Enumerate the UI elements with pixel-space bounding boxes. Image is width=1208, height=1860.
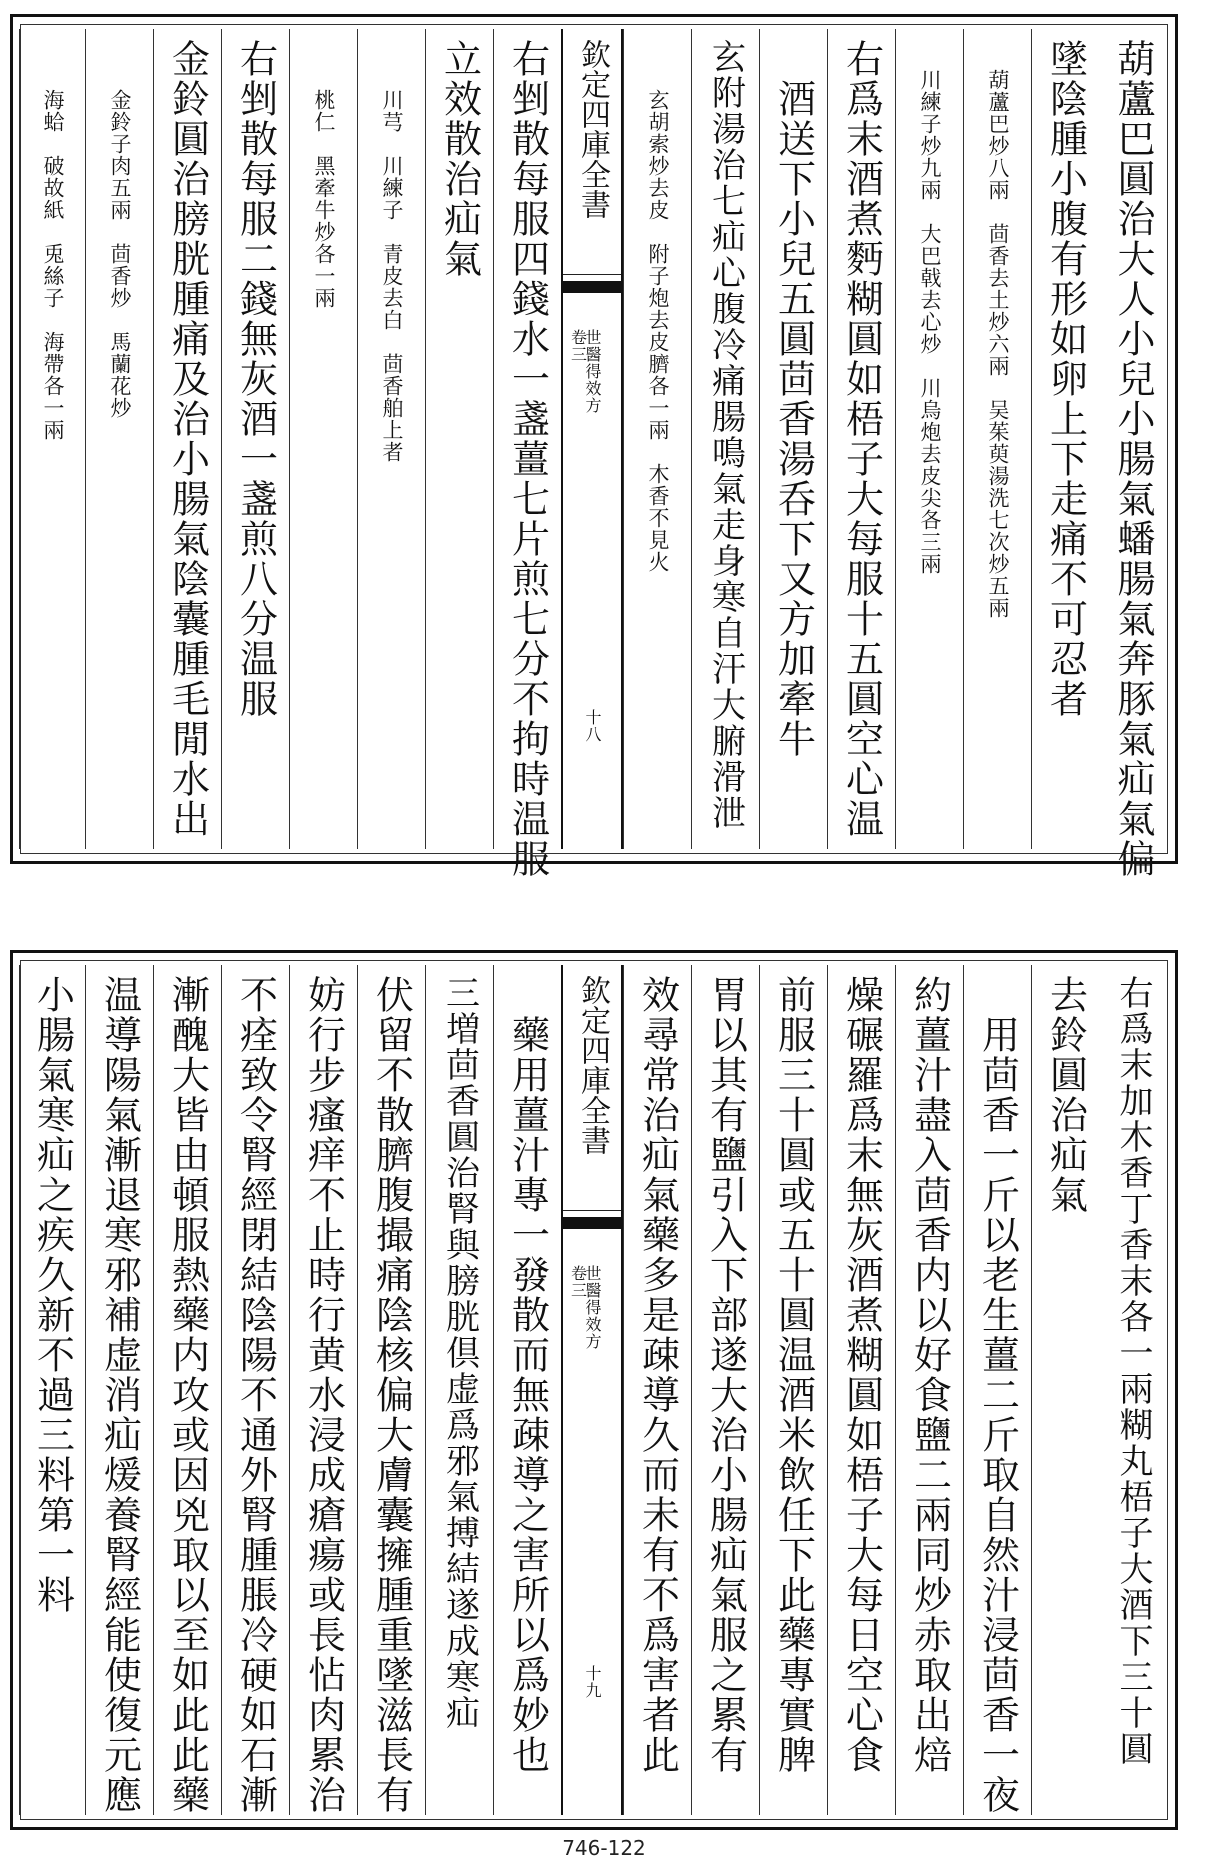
text-column bbox=[221, 965, 289, 1815]
text-column bbox=[963, 965, 1031, 1815]
column-text: 前服三十圓或五十圓温酒米飲任下此藥專實脾 bbox=[771, 975, 816, 1775]
column-text: 玄胡索炒去皮 附子炮去皮臍各一兩 木香不見火 bbox=[646, 89, 670, 573]
text-column bbox=[691, 29, 759, 849]
column-text: 效尋常治疝氣藥多是疎導久而未有不爲害者此 bbox=[635, 975, 680, 1775]
column-text: 右爲末加木香丁香末各一兩糊丸梧子大酒下三十圓 bbox=[1113, 975, 1153, 1767]
text-column bbox=[153, 965, 221, 1815]
book-name: 世醫得效方 bbox=[583, 329, 602, 414]
book-name: 世醫得效方 bbox=[583, 1265, 602, 1350]
fish-tail-mark bbox=[563, 1217, 621, 1229]
text-column bbox=[289, 29, 357, 849]
fish-tail-mark bbox=[563, 281, 621, 293]
text-column bbox=[1099, 965, 1167, 1815]
text-column bbox=[85, 29, 153, 849]
text-column bbox=[153, 29, 221, 849]
column-text: 漸醜大皆由頓服熱藥内攻或因兇取以至如此此藥 bbox=[165, 975, 210, 1815]
column-text: 海蛤 破故紙 兎絲子 海帶各一兩 bbox=[41, 89, 65, 441]
text-column bbox=[19, 965, 85, 1815]
column-text: 右剉散每服四錢水一盞薑七片煎七分不拘時温服 bbox=[505, 39, 550, 879]
text-column bbox=[691, 965, 759, 1815]
text-column bbox=[85, 965, 153, 1815]
column-text: 小腸氣寒疝之疾久新不過三料第一料 bbox=[30, 975, 75, 1615]
column-text: 胃以其有鹽引入下部遂大治小腸疝氣服之累有 bbox=[703, 975, 748, 1775]
column-text: 葫蘆巴炒八兩 茴香去土炒六兩 吴茱萸湯洗七次炒五兩 bbox=[986, 69, 1010, 619]
text-column bbox=[895, 29, 963, 849]
column-text: 用茴香一斤以老生薑二斤取自然汁浸茴香一夜 bbox=[975, 1015, 1020, 1815]
column-text: 不痊致令腎經閉結陰陽不通外腎腫脹冷硬如石漸 bbox=[233, 975, 278, 1815]
column-text: 去鈴圓治疝氣 bbox=[1043, 975, 1088, 1215]
book-title: 欽定四庫全書 bbox=[575, 975, 610, 1155]
column-text: 川芎 川練子 青皮去白 茴香舶上者 bbox=[380, 89, 404, 463]
text-column bbox=[759, 29, 827, 849]
column-text: 桃仁 黑牽牛炒各一兩 bbox=[312, 89, 336, 309]
column-text: 金鈴子肉五兩 茴香炒 馬蘭花炒 bbox=[108, 89, 132, 419]
column-text: 川練子炒九兩 大巴戟去心炒 川烏炮去皮尖各三兩 bbox=[918, 69, 942, 575]
column-text: 金鈴圓治膀胱腫痛及治小腸氣陰囊腫毛閒水出 bbox=[165, 39, 210, 839]
column-text: 右爲末酒煮麪糊圓如梧子大每服十五圓空心温 bbox=[839, 39, 884, 839]
text-column bbox=[623, 29, 691, 849]
text-column bbox=[895, 965, 963, 1815]
top-page bbox=[10, 14, 1178, 879]
column-text: 妨行步瘙痒不止時行黄水浸成瘡瘍或長怗肉累治 bbox=[301, 975, 346, 1815]
column-text: 墜陰腫小腹有形如卵上下走痛不可忍者 bbox=[1043, 39, 1088, 719]
column-text: 藥用薑汁專一發散而無疎導之害所以爲妙也 bbox=[505, 1015, 550, 1775]
column-text: 立效散治疝氣 bbox=[437, 39, 482, 279]
text-column bbox=[1099, 29, 1167, 879]
text-column bbox=[1031, 29, 1099, 849]
column-text: 温導陽氣漸退寒邪補虚消疝煖養腎經能使復元應 bbox=[97, 975, 142, 1815]
text-column bbox=[827, 965, 895, 1815]
text-column bbox=[963, 29, 1031, 849]
page-reference: 746-122 bbox=[562, 1836, 646, 1860]
text-column bbox=[1031, 965, 1099, 1815]
text-column bbox=[357, 29, 425, 849]
folio-number: 十八 bbox=[583, 709, 602, 743]
text-column bbox=[827, 29, 895, 849]
column-text: 伏留不散臍腹撮痛陰核偏大膚囊擁腫重墜滋長有 bbox=[369, 975, 414, 1815]
column-text: 葫蘆巴圓治大人小兒小腸氣蟠腸氣奔豚氣疝氣偏 bbox=[1111, 39, 1155, 879]
volume-label: 卷三 bbox=[568, 329, 588, 363]
column-text: 三増茴香圓治腎與膀胱倶虚爲邪氣搏結遂成寒疝 bbox=[439, 975, 480, 1731]
text-column bbox=[623, 965, 691, 1815]
column-text: 右剉散每服二錢無灰酒一盞煎八分温服 bbox=[233, 39, 278, 719]
column-text: 約薑汁盡入茴香内以好食鹽二兩同炒赤取出焙 bbox=[907, 975, 952, 1775]
book-title: 欽定四庫全書 bbox=[575, 39, 610, 219]
bottom-page bbox=[10, 950, 1178, 1830]
text-column bbox=[493, 965, 561, 1815]
column-text: 燥碾羅爲末無灰酒煮糊圓如梧子大每日空心食 bbox=[839, 975, 884, 1775]
text-column bbox=[289, 965, 357, 1815]
text-column bbox=[425, 29, 493, 849]
text-column bbox=[19, 29, 85, 849]
center-fold-column bbox=[561, 965, 623, 1815]
text-column bbox=[357, 965, 425, 1815]
text-column bbox=[493, 29, 561, 879]
center-fold-column bbox=[561, 29, 623, 849]
volume-label: 卷三 bbox=[568, 1265, 588, 1299]
column-text: 酒送下小兒五圓茴香湯呑下又方加牽牛 bbox=[771, 79, 816, 759]
text-column bbox=[221, 29, 289, 849]
column-text: 玄附湯治七疝心腹冷痛腸鳴氣走身寒自汗大腑滑泄 bbox=[705, 39, 746, 831]
text-column bbox=[759, 965, 827, 1815]
folio-number: 十九 bbox=[583, 1665, 602, 1699]
text-column bbox=[425, 965, 493, 1815]
